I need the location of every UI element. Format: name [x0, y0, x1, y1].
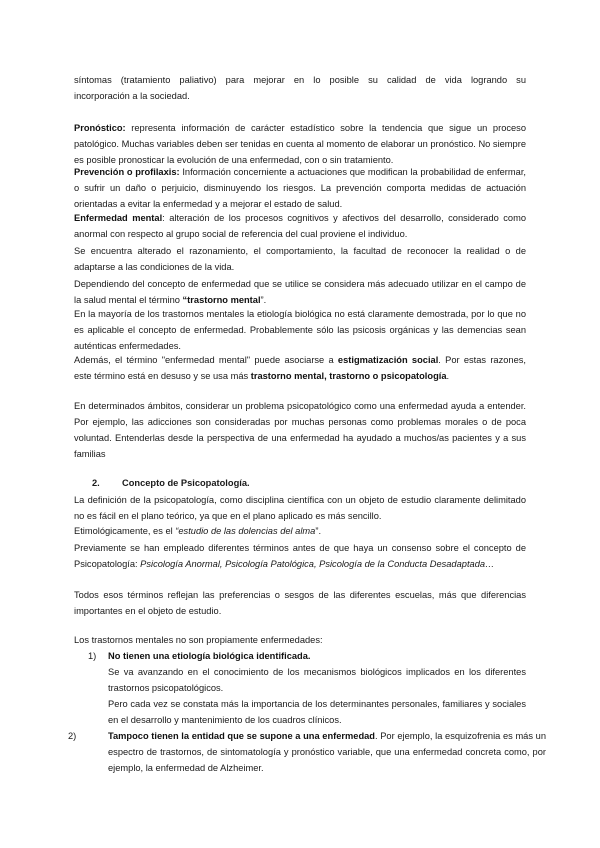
list-item-2-number: 2) [68, 731, 77, 741]
dependiendo-c: ”. [260, 295, 267, 305]
list-item-1-number: 1) [88, 651, 97, 661]
paragraph-todos: Todos esos términos reflejan las preferencias o sesgos de las diferentes escuelas, más que diferencias importantes en el objeto de estudio. [74, 590, 526, 616]
term-enfermedad-mental: Enfermedad mental [74, 213, 163, 223]
intro-line-2: incorporación a la sociedad. [74, 91, 190, 101]
etim-b: “estudio de las dolencias del alma [175, 526, 316, 536]
paragraph-intro [74, 72, 526, 104]
dependiendo-a: Dependiendo del concepto de enfermedad que se utilice se considera más adecuado utilizar en el campo de la salud mental el término [74, 279, 526, 305]
paragraph-pronostico [74, 120, 526, 168]
paragraph-etimologia [74, 523, 526, 539]
paragraph-definicion: La definición de la psicopatología, como disciplina científica con un objeto de estudio claramente delimitado no es fácil en el plano teórico, ya que en el plano aplicado es más sencillo. [74, 495, 526, 521]
list-item-2 [68, 728, 546, 776]
paragraph-dependiendo [74, 276, 526, 308]
etim-a: Etimológicamente, es el [74, 526, 176, 536]
list-item-2-title: Tampoco tienen la entidad que se supone a una enfermedad [108, 731, 375, 741]
paragraph-enfermedad-mental [74, 210, 526, 242]
previamente-b: Psicología Anormal, Psicología Patológica, Psicología de la Conducta Desadaptada… [140, 559, 495, 569]
dependiendo-term: “trastorno mental [182, 295, 261, 305]
list-item-1-title: No tienen una etiología biológica identificada. [108, 651, 311, 661]
text-pronostico: representa información de carácter estadístico sobre la tendencia que sigue un proceso patológico. Muchas variables deben ser tenidas en cuenta al momento de elaborar un pronóstico. No siempre es posible pronosticar la evolución de una enfermedad, con o sin tratamiento. [74, 123, 526, 165]
paragraph-alterado: Se encuentra alterado el razonamiento, el comportamiento, la facultad de reconocer la realidad o de adaptarse a las condiciones de la vida. [74, 246, 526, 272]
etim-c: ”. [315, 526, 322, 536]
list-item-1-p2: Pero cada vez se constata más la importancia de los determinantes personales, familiares y sociales en el desarrollo y mantenimiento de los cuadros clínicos. [108, 699, 526, 725]
list-item-2-text: . Por ejemplo, la esquizofrenia es más un espectro de trastornos, de sintomatología y pronóstico variable, que una enfermedad concreta como, por ejemplo, la enfermedad de Alzheimer. [108, 731, 546, 773]
text-prevencion: Información concerniente a actuaciones que modifican la probabilidad de enfermar, o sufrir un daño o perjuicio, disminuyendo los riesgos. La prevención comporta medidas de actuación orientadas a evitar la enfermedad y a mejorar el estado de salud. [74, 167, 526, 209]
paragraph-ambitos: En determinados ámbitos, considerar un problema psicopatológico como una enfermedad ayuda a entender. Por ejemplo, las adicciones son consideradas por muchas personas como problemas morales o de poca voluntad. Entenderlas desde la perspectiva de una enfermedad ha ayudado a muchos/as pacientes y a sus familias [74, 401, 526, 459]
text-enfermedad-mental: : alteración de los procesos cognitivos y afectivos del desarrollo, considerado como anormal con respecto al grupo social de referencia del cual proviene el individuo. [74, 213, 526, 239]
ademas-b: estigmatización social [337, 355, 439, 365]
section-number: 2. [92, 478, 100, 488]
paragraph-ademas [74, 352, 526, 384]
section-heading-2 [74, 475, 526, 491]
ademas-d: trastorno mental, trastorno o psicopatología [250, 371, 447, 381]
list-item-1-head [88, 648, 526, 664]
ademas-e: . [446, 371, 450, 381]
ademas-c: . Por estas razones, este término está en desuso y se usa más [74, 355, 526, 381]
term-pronostico: Pronóstico: [74, 123, 126, 133]
intro-line-1: síntomas (tratamiento paliativo) para mejorar en lo posible su calidad de vida logrando su [74, 75, 526, 85]
term-prevencion: Prevención o profilaxis: [74, 167, 180, 177]
ademas-a: Además, el término "enfermedad mental" puede asociarse a [74, 355, 338, 365]
paragraph-trastornos: Los trastornos mentales no son propiamente enfermedades: [74, 635, 323, 645]
paragraph-previamente [74, 540, 526, 572]
section-title: Concepto de Psicopatología. [122, 478, 250, 488]
list-item-1-p1: Se va avanzando en el conocimiento de los mecanismos biológicos implicados en los diferentes trastornos psicopatológicos. [108, 667, 526, 693]
paragraph-prevencion [74, 164, 526, 212]
paragraph-mayoria: En la mayoría de los trastornos mentales la etiología biológica no está claramente demostrada, por lo que no es aplicable el concepto de enfermedad. Probablemente sólo las psicosis orgánicas y las demencias sean auténticas enfermedades. [74, 309, 526, 351]
previamente-a: Previamente se han empleado diferentes términos antes de que haya un consenso sobre el concepto de Psicopatología: [74, 543, 526, 569]
